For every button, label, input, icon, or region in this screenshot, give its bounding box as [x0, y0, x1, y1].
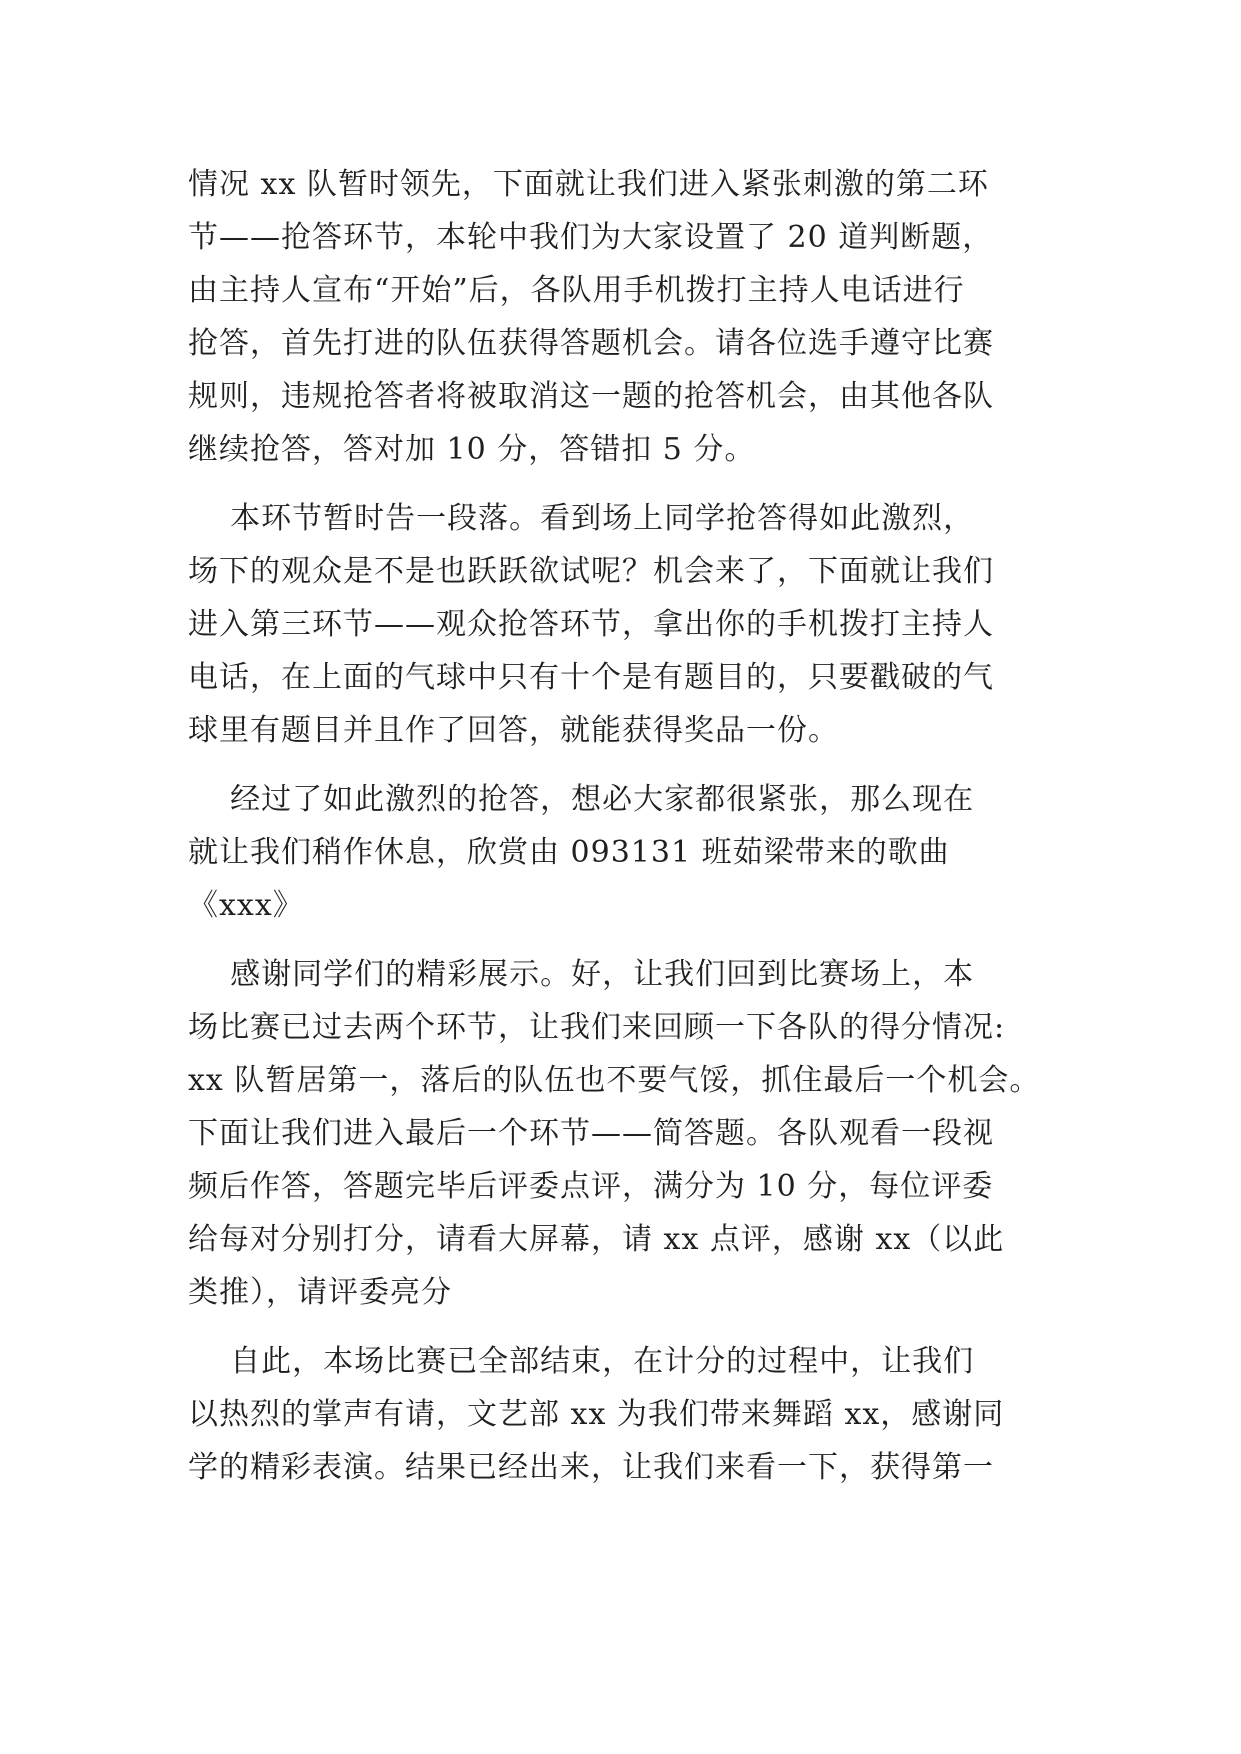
paragraph-gap [188, 757, 1050, 773]
text-line: 就让我们稍作休息，欣赏由 093131 班茹梁带来的歌曲 [188, 835, 950, 870]
text-line: 自此，本场比赛已全部结束，在计分的过程中，让我们 [188, 1344, 975, 1379]
paragraph-gap [188, 476, 1050, 492]
text-line: 继续抢答，答对加 10 分，答错扣 5 分。 [188, 432, 756, 467]
document-body [188, 158, 1050, 1494]
text-line: 给每对分别打分，请看大屏幕，请 xx 点评，感谢 xx（以此 [188, 1222, 1005, 1257]
paragraph [188, 773, 1050, 932]
text-line: 球里有题目并且作了回答，就能获得奖品一份。 [188, 713, 839, 748]
paragraph-gap [188, 932, 1050, 948]
paragraph [188, 158, 1050, 476]
text-line: 进入第三环节——观众抢答环节，拿出你的手机拨打主持人 [188, 607, 994, 642]
text-line: 感谢同学们的精彩展示。好，让我们回到比赛场上，本 [188, 957, 975, 992]
text-line: 情况 xx 队暂时领先，下面就让我们进入紧张刺激的第二环 [188, 167, 989, 202]
text-line: 类推），请评委亮分 [188, 1275, 452, 1310]
text-line: 经过了如此激烈的抢答，想必大家都很紧张，那么现在 [188, 782, 975, 817]
text-line: 抢答，首先打进的队伍获得答题机会。请各位选手遵守比赛 [188, 326, 994, 361]
text-line: 下面让我们进入最后一个环节——简答题。各队观看一段视 [188, 1116, 994, 1151]
text-line: 节——抢答环节，本轮中我们为大家设置了 20 道判断题， [188, 220, 994, 255]
paragraph [188, 948, 1050, 1319]
text-line: 场下的观众是不是也跃跃欲试呢？机会来了，下面就让我们 [188, 554, 994, 589]
text-line: 规则，违规抢答者将被取消这一题的抢答机会，由其他各队 [188, 379, 994, 414]
text-line: 以热烈的掌声有请，文艺部 xx 为我们带来舞蹈 xx，感谢同 [188, 1397, 1005, 1432]
text-line: 本环节暂时告一段落。看到场上同学抢答得如此激烈， [188, 501, 975, 536]
text-line: 《xxx》 [188, 888, 304, 923]
text-line: 学的精彩表演。结果已经出来，让我们来看一下，获得第一 [188, 1450, 994, 1485]
text-line: 频后作答，答题完毕后评委点评，满分为 10 分，每位评委 [188, 1169, 994, 1204]
paragraph-gap [188, 1319, 1050, 1335]
paragraph [188, 492, 1050, 757]
text-line: xx 队暂居第一，落后的队伍也不要气馁，抓住最后一个机会。 [188, 1063, 1041, 1098]
text-line: 场比赛已过去两个环节，让我们来回顾一下各队的得分情况: [188, 1010, 1006, 1045]
text-line: 由主持人宣布“开始”后，各队用手机拨打主持人电话进行 [188, 273, 965, 308]
paragraph [188, 1335, 1050, 1494]
text-line: 电话，在上面的气球中只有十个是有题目的，只要戳破的气 [188, 660, 994, 695]
